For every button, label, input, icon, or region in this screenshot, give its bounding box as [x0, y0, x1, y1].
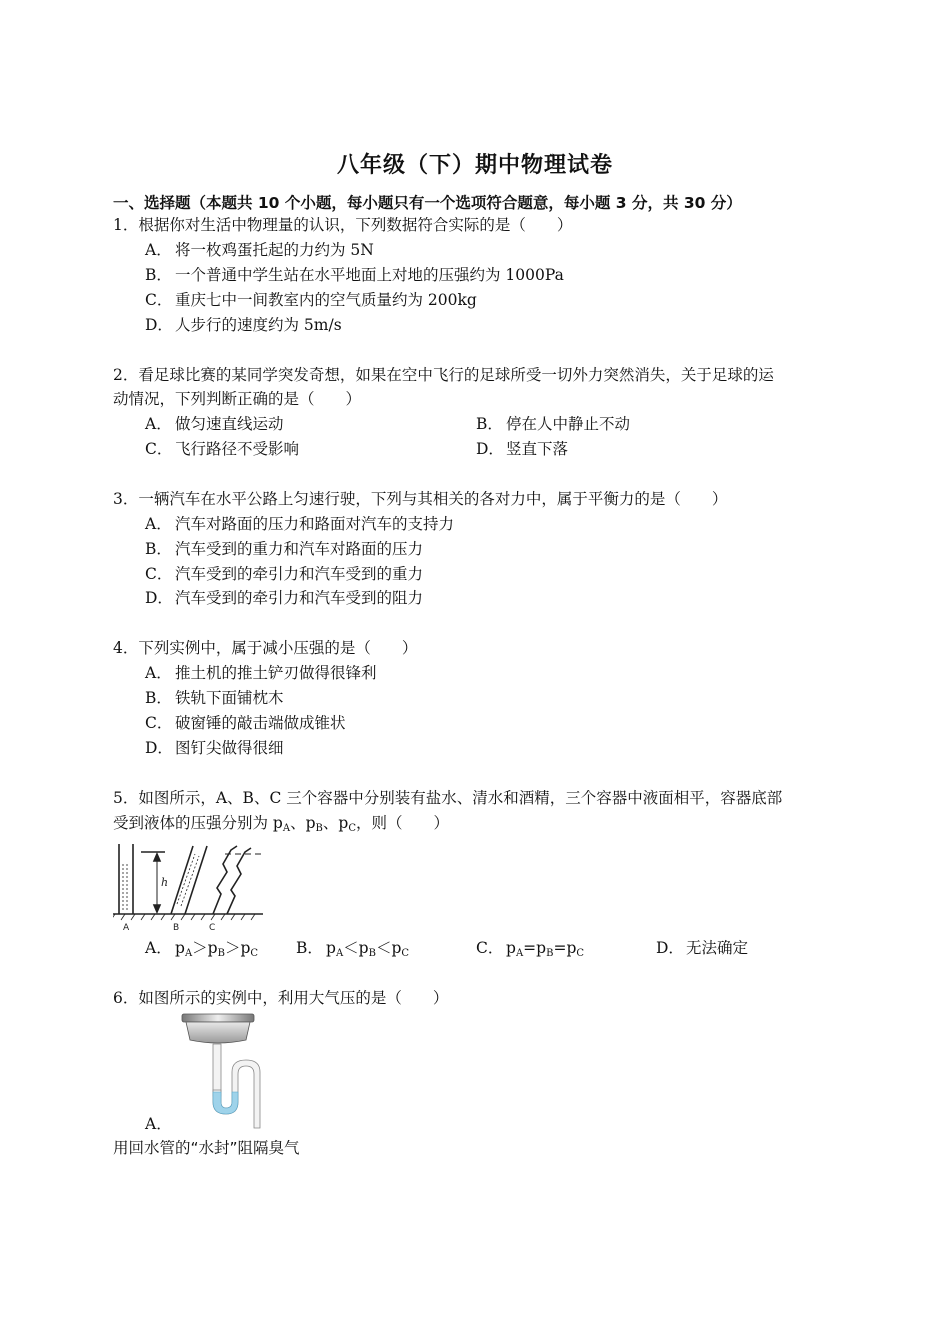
- exam-title: 八年级（下）期中物理试卷: [336, 153, 613, 178]
- question-5-option-b[interactable]: B． $p_A<p_B<p_C$: [296, 939, 410, 959]
- question-3-option-c[interactable]: C． 汽车受到的牵引力和汽车受到的重力: [145, 565, 424, 583]
- containers-figure: [113, 842, 273, 934]
- question-4-option-d[interactable]: D． 图钉尖做得很细: [145, 739, 284, 757]
- question-5-stem-line-1: 5．如图所示，A、B、C 三个容器中分别装有盐水、清水和酒精，三个容器中液面相平，容器底部: [113, 789, 783, 807]
- question-4-option-c[interactable]: C． 破窗锤的敲击端做成锥状: [145, 714, 346, 732]
- question-5-option-d[interactable]: D． 无法确定: [656, 939, 749, 957]
- question-3-option-a[interactable]: A． 汽车对路面的压力和路面对汽车的支持力: [145, 515, 455, 533]
- figure-label-a: A: [123, 923, 130, 933]
- question-2-stem-line-1: 2．看足球比赛的某同学突发奇想，如果在空中飞行的足球所受一切外力突然消失，关于足球的运: [113, 366, 774, 384]
- question-4-stem: 4．下列实例中，属于减小压强的是（ ）: [113, 639, 418, 657]
- question-5-stem-line-2: 受到液体的压强分别为 $p_A$、$p_B$、$p_C$，则（ ）: [113, 814, 449, 834]
- figure-label-h: h: [161, 876, 169, 889]
- question-6-option-a-label[interactable]: A．: [145, 1115, 172, 1133]
- question-2-option-b[interactable]: B． 停在人中静止不动: [476, 415, 631, 433]
- figure-label-c: C: [209, 923, 216, 933]
- section-heading: 一、选择题（本题共 10 个小题，每小题只有一个选项符合题意，每小题 3 分，共 30 分）: [113, 194, 742, 212]
- question-1-option-c[interactable]: C． 重庆七中一间教室内的空气质量约为 200kg: [145, 291, 477, 309]
- question-1-stem: 1．根据你对生活中物理量的认识，下列数据符合实际的是（ ）: [113, 216, 573, 234]
- question-1-option-b[interactable]: B． 一个普通中学生站在水平地面上对地的压强约为 1000Pa: [145, 266, 564, 284]
- question-1-option-d[interactable]: D． 人步行的速度约为 5m/s: [145, 316, 342, 334]
- question-5-option-c[interactable]: C． $p_A=p_B=p_C$: [476, 939, 585, 959]
- question-2-option-c[interactable]: C． 飞行路径不受影响: [145, 440, 300, 458]
- figure-label-b: B: [173, 923, 180, 933]
- question-4-option-a[interactable]: A． 推土机的推土铲刃做得很锋利: [145, 664, 377, 682]
- question-2-option-d[interactable]: D． 竖直下落: [476, 440, 569, 458]
- question-3-option-b[interactable]: B． 汽车受到的重力和汽车对路面的压力: [145, 540, 424, 558]
- question-1-option-a[interactable]: A． 将一枚鸡蛋托起的力约为 5N: [145, 241, 374, 259]
- question-3-option-d[interactable]: D． 汽车受到的牵引力和汽车受到的阻力: [145, 589, 424, 607]
- question-4-option-b[interactable]: B． 铁轨下面铺枕木: [145, 689, 284, 707]
- sink-drain-trap-figure: [176, 1010, 272, 1130]
- question-5-option-a[interactable]: A． $p_A>p_B>p_C$: [145, 939, 259, 959]
- question-3-stem: 3．一辆汽车在水平公路上匀速行驶，下列与其相关的各对力中，属于平衡力的是（ ）: [113, 490, 728, 508]
- question-6-stem: 6．如图所示的实例中，利用大气压的是（ ）: [113, 989, 449, 1007]
- question-6-option-a-text: 用回水管的“水封”阻隔臭气: [113, 1139, 300, 1157]
- question-2-stem-line-2: 动情况，下列判断正确的是（ ）: [113, 390, 362, 408]
- question-2-option-a[interactable]: A． 做匀速直线运动: [145, 415, 284, 433]
